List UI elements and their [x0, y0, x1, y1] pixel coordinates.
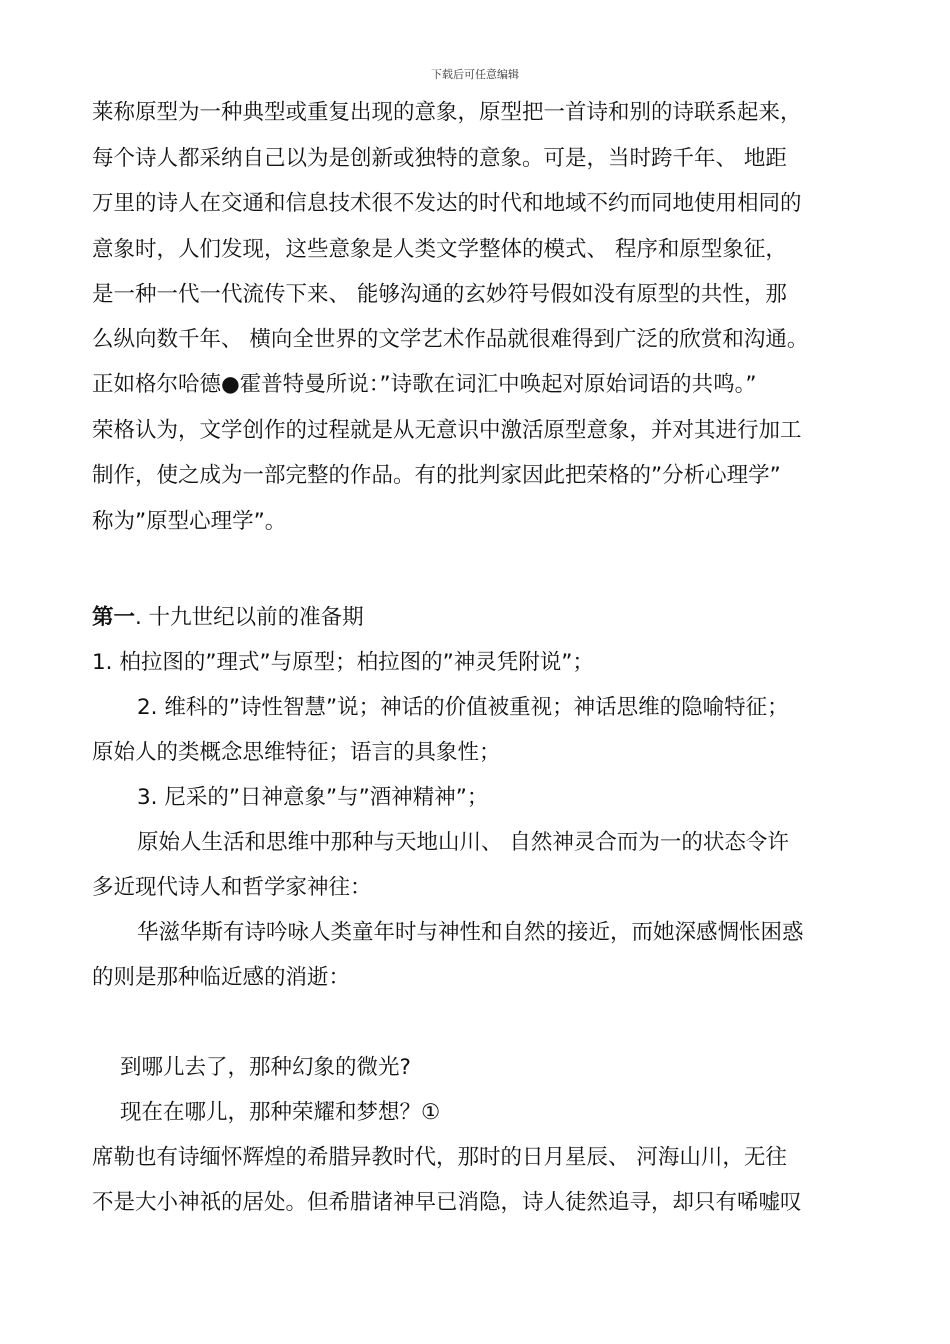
section-label: 第一	[92, 605, 136, 630]
section-heading	[92, 605, 364, 631]
poem-line: 到哪儿去了，那种幻象的微光?	[120, 1055, 411, 1080]
text-line: 华滋华斯有诗吟咏人类童年时与神性和自然的接近，而她深感惆怅困惑	[137, 920, 804, 945]
text-line: 是一种一代一代流传下来、 能够沟通的玄妙符号假如没有原型的共性，那	[92, 282, 787, 307]
list-item: 1. 柏拉图的”理式”与原型；柏拉图的”神灵凭附说”；	[92, 650, 594, 675]
list-item: 2. 维科的”诗性智慧”说；神话的价值被重视；神话思维的隐喻特征；	[137, 695, 789, 720]
text-line: 的则是那种临近感的消逝：	[92, 965, 351, 990]
text-line: 每个诗人都采纳自己以为是创新或独特的意象。可是，当时跨千年、 地距	[92, 146, 787, 171]
text-line: 荣格认为，文学创作的过程就是从无意识中激活原型意象，并对其进行加工	[92, 418, 802, 443]
text-line: 莱称原型为一种典型或重复出现的意象，原型把一首诗和别的诗联系起来，	[92, 100, 802, 125]
list-item: 3. 尼采的”日神意象”与”酒神精神”；	[137, 785, 489, 810]
text-line: 称为”原型心理学”。	[92, 509, 287, 534]
text-line: 原始人的类概念思维特征；语言的具象性；	[92, 740, 501, 765]
text-line: 不是大小神祇的居处。但希腊诸神早已消隐，诗人徒然追寻，却只有唏嘘叹	[92, 1190, 802, 1215]
poem-line: 现在在哪儿，那种荣耀和梦想？①	[120, 1100, 441, 1125]
section-title: . 十九世纪以前的准备期	[135, 605, 364, 630]
text-line: 制作，使之成为一部完整的作品。有的批判家因此把荣格的”分析心理学”	[92, 463, 781, 488]
text-line: 多近现代诗人和哲学家神往：	[92, 875, 372, 900]
text-line: 意象时，人们发现，这些意象是人类文学整体的模式、 程序和原型象征，	[92, 237, 787, 262]
text-line: 万里的诗人在交通和信息技术很不发达的时代和地域不约而同地使用相同的	[92, 191, 802, 216]
page-header: 下载后可任意编辑	[431, 68, 519, 81]
text-line: 么纵向数千年、 横向全世界的文学艺术作品就很难得到广泛的欣赏和沟通。	[92, 327, 809, 352]
text-line: 席勒也有诗缅怀辉煌的希腊异教时代，那时的日月星辰、 河海山川，无往	[92, 1145, 787, 1170]
text-line: 原始人生活和思维中那种与天地山川、 自然神灵合而为一的状态令许	[137, 830, 789, 855]
text-line: 正如格尔哈德●霍普特曼所说：”诗歌在词汇中唤起对原始词语的共鸣。”	[92, 372, 757, 397]
